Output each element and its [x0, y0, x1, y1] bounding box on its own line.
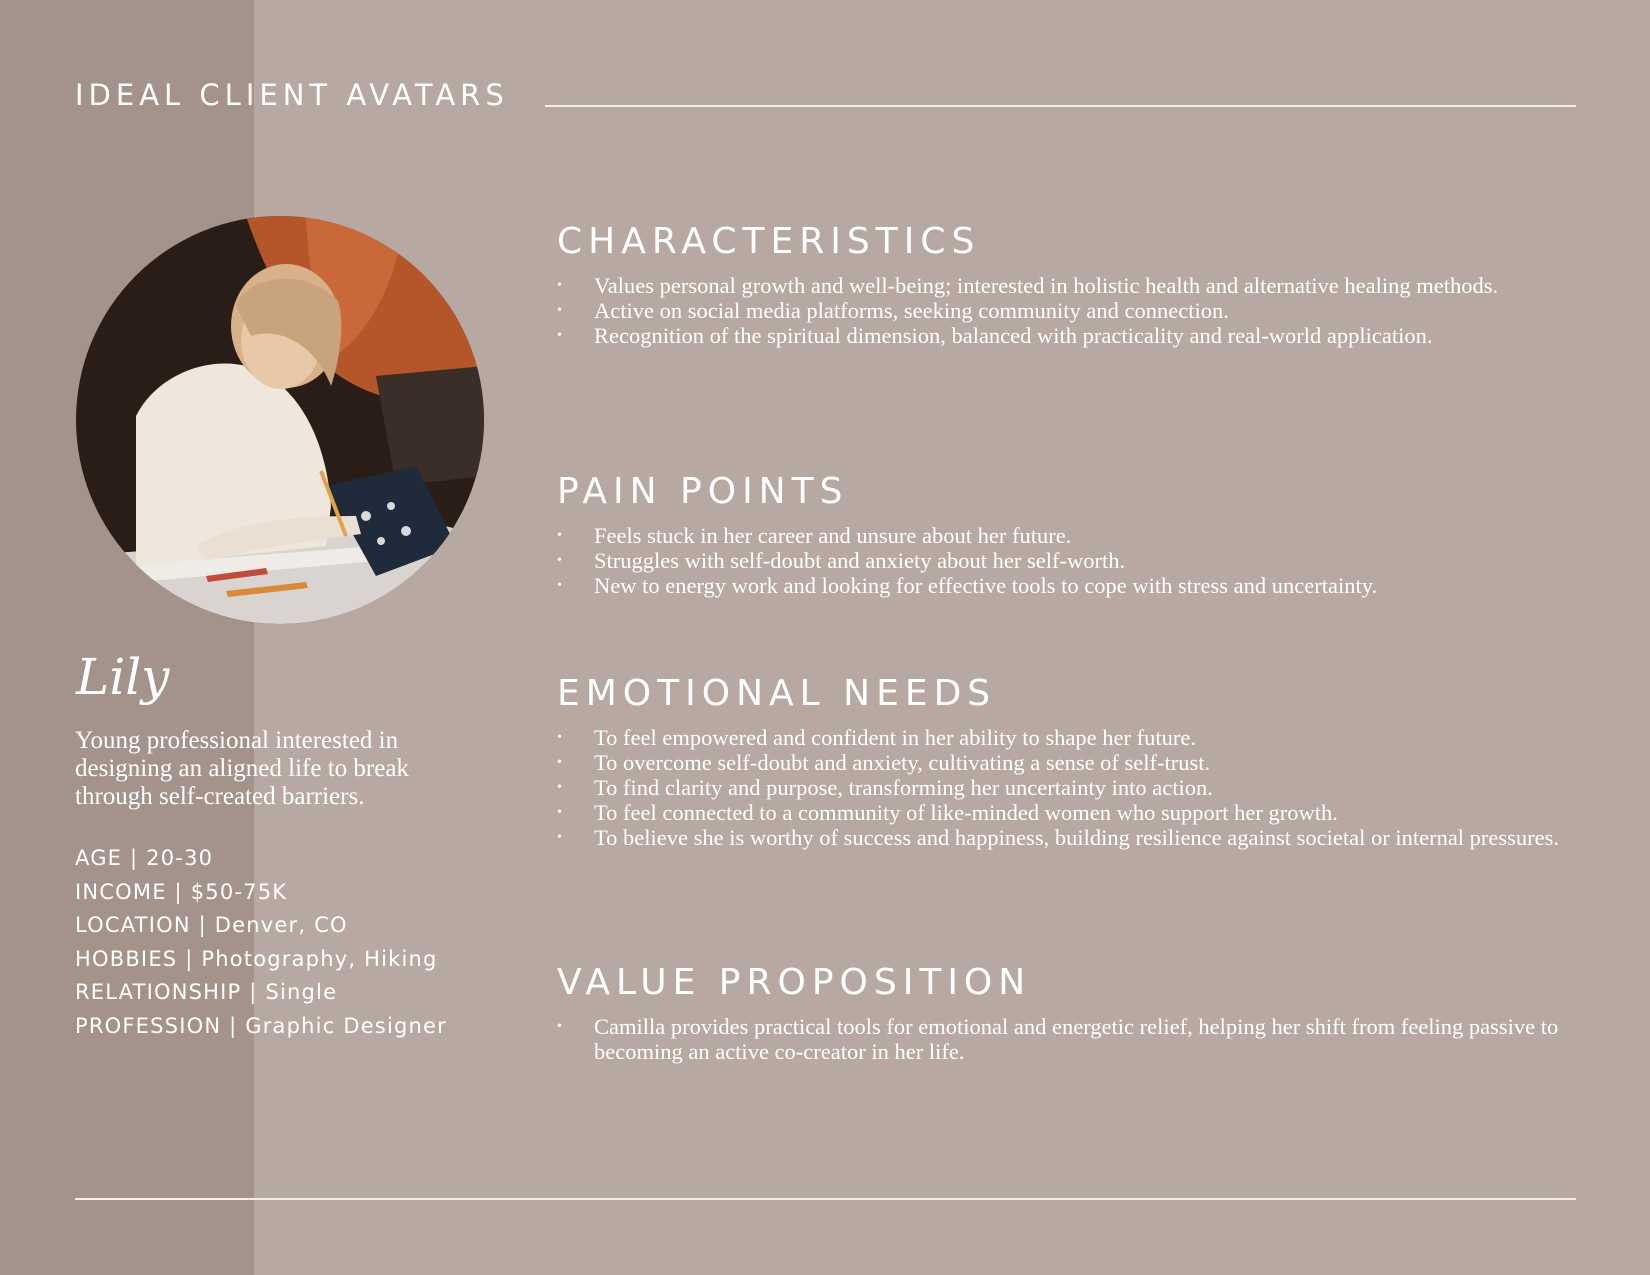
stat-hobbies: HOBBIES | Photography, Hiking	[75, 946, 438, 971]
list-item-text: To find clarity and purpose, transforming her uncertainty into action.	[594, 775, 1213, 800]
list-item-text: New to energy work and looking for effective tools to cope with stress and uncertainty.	[594, 573, 1378, 598]
list-item-text: Struggles with self-doubt and anxiety about her self-worth.	[594, 548, 1126, 573]
list-item	[557, 523, 1567, 548]
section-emotional-needs	[557, 674, 1567, 850]
list-item-text: Values personal growth and well-being; interested in holistic health and alternative healing methods.	[594, 273, 1499, 298]
bullet-icon: •	[557, 780, 562, 795]
section-heading: CHARACTERISTICS	[557, 221, 981, 262]
page-title: IDEAL CLIENT AVATARS	[75, 78, 509, 112]
list-item-text: To feel connected to a community of like-minded women who support her growth.	[594, 800, 1338, 825]
list-item	[557, 323, 1567, 348]
list-item	[557, 1014, 1567, 1064]
list-item	[557, 800, 1567, 825]
bullet-icon: •	[557, 278, 562, 293]
section-value-proposition	[557, 963, 1567, 1064]
list-item-text: To feel empowered and confident in her ability to shape her future.	[594, 725, 1196, 750]
bullet-icon: •	[557, 528, 562, 543]
list-item-text: Active on social media platforms, seeking community and connection.	[594, 298, 1229, 323]
section-heading: VALUE PROPOSITION	[557, 962, 1032, 1003]
list-item	[557, 725, 1567, 750]
woman-drawing-photo-icon	[76, 216, 484, 624]
persona-photo	[76, 216, 484, 624]
persona-description: Young professional interested in designing an aligned life to break through self-created barriers.	[75, 727, 409, 810]
persona-stats	[75, 842, 495, 1043]
section-pain-points	[557, 472, 1567, 598]
persona-name: Lily	[76, 648, 170, 706]
header-divider	[545, 105, 1576, 107]
left-panel	[0, 0, 254, 1275]
stat-relationship: RELATIONSHIP | Single	[75, 980, 338, 1004]
list-item	[557, 273, 1567, 298]
list-item	[557, 825, 1567, 850]
list-item	[557, 775, 1567, 800]
bullet-icon: •	[557, 830, 562, 845]
list-item-text: Camilla provides practical tools for emotional and energetic relief, helping her shift from feeling passive to becoming an active co-creator in her life.	[594, 1014, 1559, 1064]
bullet-icon: •	[557, 578, 562, 593]
bullet-icon: •	[557, 553, 562, 568]
section-characteristics	[557, 222, 1567, 348]
bullet-icon: •	[557, 730, 562, 745]
bullet-icon: •	[557, 328, 562, 343]
bullet-icon: •	[557, 755, 562, 770]
bullet-icon: •	[557, 1019, 562, 1034]
list-item	[557, 573, 1567, 598]
section-heading: PAIN POINTS	[557, 471, 849, 512]
stat-income: INCOME | $50-75K	[75, 879, 288, 904]
stat-profession: PROFESSION | Graphic Designer	[75, 1013, 447, 1038]
list-item-text: Recognition of the spiritual dimension, balanced with practicality and real-world application.	[594, 323, 1433, 348]
stat-age: AGE | 20-30	[75, 846, 214, 870]
list-item-text: To believe she is worthy of success and happiness, building resilience against societal or internal pressures.	[594, 825, 1560, 850]
bullet-icon: •	[557, 805, 562, 820]
footer-divider	[75, 1198, 1576, 1200]
stat-location: LOCATION | Denver, CO	[75, 913, 348, 937]
section-heading: EMOTIONAL NEEDS	[557, 673, 997, 714]
list-item	[557, 548, 1567, 573]
list-item	[557, 298, 1567, 323]
bullet-icon: •	[557, 303, 562, 318]
list-item	[557, 750, 1567, 775]
list-item-text: Feels stuck in her career and unsure about her future.	[594, 523, 1072, 548]
list-item-text: To overcome self-doubt and anxiety, cultivating a sense of self-trust.	[594, 750, 1211, 775]
